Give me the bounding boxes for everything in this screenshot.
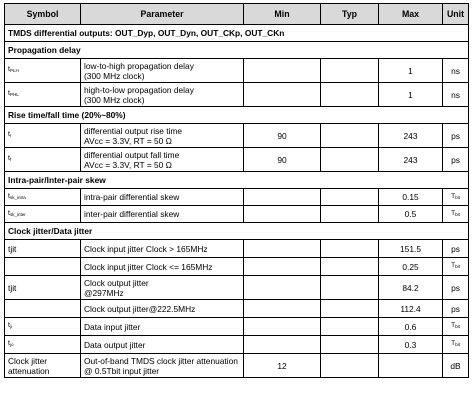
- table-row: [5, 83, 469, 107]
- symbol-subscript: PLH: [9, 68, 19, 73]
- min-cell: 12: [244, 354, 321, 378]
- parameter-cell: [81, 83, 244, 107]
- symbol-cell: [5, 336, 81, 354]
- max-cell: [379, 354, 443, 378]
- parameter-cell: Clock input jitter Clock <= 165MHz: [81, 258, 244, 276]
- unit-cell: [443, 189, 469, 206]
- typ-cell: [321, 83, 379, 107]
- header-max: Max: [379, 4, 443, 25]
- section-row: [5, 25, 469, 42]
- header-unit: Unit: [443, 4, 469, 25]
- section-row: [5, 42, 469, 59]
- parameter-cell: inter-pair differential skew: [81, 206, 244, 223]
- table-row: [5, 124, 469, 148]
- unit-cell: dB: [443, 354, 469, 378]
- parameter-line: Out-of-band TMDS clock jitter attenuation: [84, 355, 238, 366]
- typ-cell: [321, 276, 379, 300]
- table-row: [5, 240, 469, 258]
- max-cell: 0.15: [379, 189, 443, 206]
- symbol-cell: [5, 354, 81, 378]
- symbol-subscript: sk_inter: [9, 211, 26, 217]
- header-typ: Typ: [321, 4, 379, 25]
- table-row: [5, 258, 469, 276]
- unit-cell: [443, 206, 469, 223]
- symbol-main: t: [8, 90, 10, 97]
- typ-cell: [321, 300, 379, 318]
- unit-cell: ps: [443, 148, 469, 172]
- unit-main: T: [451, 340, 456, 347]
- section-row: [5, 107, 469, 124]
- unit-cell: ps: [443, 124, 469, 148]
- section-skew: Intra-pair/Inter-pair skew: [5, 172, 469, 189]
- table-row: [5, 59, 469, 83]
- parameter-line: @297MHz: [84, 287, 124, 298]
- typ-cell: [321, 318, 379, 336]
- max-cell: 0.5: [379, 206, 443, 223]
- parameter-line: AVcc = 3.3V, RT = 50 Ω: [84, 159, 172, 170]
- symbol-subscript: jo: [9, 342, 14, 347]
- typ-cell: [321, 240, 379, 258]
- symbol-subscript: f: [9, 157, 12, 162]
- tmds-spec-table: [4, 3, 469, 378]
- min-cell: [244, 276, 321, 300]
- min-cell: [244, 300, 321, 318]
- parameter-cell: intra-pair differential skew: [81, 189, 244, 206]
- min-cell: [244, 318, 321, 336]
- unit-cell: ps: [443, 276, 469, 300]
- symbol-main: t: [8, 322, 10, 329]
- parameter-line: differential output rise time: [84, 125, 183, 136]
- symbol-cell: tjit: [5, 276, 81, 300]
- parameter-cell: [81, 148, 244, 172]
- unit-cell: ns: [443, 59, 469, 83]
- symbol-subscript: ji: [9, 324, 12, 329]
- parameter-line: AVcc = 3.3V, RT = 50 Ω: [84, 135, 172, 146]
- typ-cell: [321, 354, 379, 378]
- min-cell: [244, 240, 321, 258]
- header-row: [5, 4, 469, 25]
- parameter-line: (300 MHz clock): [84, 70, 145, 81]
- symbol-subscript: r: [9, 133, 12, 138]
- typ-cell: [321, 59, 379, 83]
- symbol-cell: [5, 189, 81, 206]
- unit-subscript: bit: [455, 211, 460, 217]
- symbol-cell: [5, 83, 81, 107]
- parameter-line: high-to-low propagation delay: [84, 84, 194, 95]
- min-cell: [244, 336, 321, 354]
- parameter-cell: [81, 59, 244, 83]
- parameter-cell: [81, 354, 244, 378]
- table-row: [5, 276, 469, 300]
- symbol-main: t: [8, 66, 10, 73]
- unit-main: T: [451, 192, 456, 200]
- unit-subscript: bit: [455, 342, 460, 347]
- unit-cell: [443, 258, 469, 276]
- symbol-main: t: [8, 192, 10, 200]
- unit-subscript: bit: [455, 324, 460, 329]
- parameter-cell: Clock output jitter@222.5MHz: [81, 300, 244, 318]
- symbol-main: t: [8, 155, 10, 162]
- symbol-cell: [5, 300, 81, 318]
- min-cell: [244, 59, 321, 83]
- unit-cell: [443, 318, 469, 336]
- max-cell: 84.2: [379, 276, 443, 300]
- max-cell: 1: [379, 83, 443, 107]
- header-symbol: Symbol: [5, 4, 81, 25]
- section-propagation-delay: Propagation delay: [5, 42, 469, 59]
- table-row: [5, 354, 469, 378]
- unit-cell: ns: [443, 83, 469, 107]
- parameter-cell: Data input jitter: [81, 318, 244, 336]
- unit-cell: [443, 336, 469, 354]
- parameter-cell: Clock input jitter Clock > 165MHz: [81, 240, 244, 258]
- unit-cell: ps: [443, 240, 469, 258]
- min-cell: [244, 206, 321, 223]
- section-jitter: Clock jitter/Data jitter: [5, 223, 469, 240]
- min-cell: 90: [244, 148, 321, 172]
- parameter-line: @ 0.5Tbit input jitter: [84, 365, 160, 376]
- section-tmds: TMDS differential outputs: OUT_Dyp, OUT_Dyn, OUT_CKp, OUT_CKn: [5, 25, 469, 42]
- max-cell: 112.4: [379, 300, 443, 318]
- typ-cell: [321, 148, 379, 172]
- max-cell: 0.3: [379, 336, 443, 354]
- unit-main: T: [451, 262, 456, 269]
- header-parameter: Parameter: [81, 4, 244, 25]
- min-cell: 90: [244, 124, 321, 148]
- typ-cell: [321, 206, 379, 223]
- parameter-cell: [81, 276, 244, 300]
- unit-main: T: [451, 322, 456, 329]
- section-row: [5, 223, 469, 240]
- max-cell: 0.6: [379, 318, 443, 336]
- symbol-cell: [5, 148, 81, 172]
- max-cell: 151.5: [379, 240, 443, 258]
- typ-cell: [321, 124, 379, 148]
- symbol-subscript: sk_intra: [9, 194, 26, 200]
- section-row: [5, 172, 469, 189]
- table-row: [5, 206, 469, 223]
- symbol-cell: [5, 318, 81, 336]
- symbol-line: attenuation: [8, 365, 50, 376]
- typ-cell: [321, 258, 379, 276]
- parameter-cell: [81, 124, 244, 148]
- table-row: [5, 336, 469, 354]
- table-row: [5, 318, 469, 336]
- table-row: [5, 148, 469, 172]
- symbol-main: t: [8, 131, 10, 138]
- symbol-cell: tjit: [5, 240, 81, 258]
- section-rise-fall: Rise time/fall time (20%~80%): [5, 107, 469, 124]
- typ-cell: [321, 189, 379, 206]
- typ-cell: [321, 336, 379, 354]
- min-cell: [244, 258, 321, 276]
- unit-main: T: [451, 209, 456, 217]
- unit-cell: ps: [443, 300, 469, 318]
- table-row: [5, 189, 469, 206]
- parameter-line: Clock output jitter: [84, 277, 149, 288]
- min-cell: [244, 189, 321, 206]
- table-row: [5, 300, 469, 318]
- symbol-subscript: PHL: [9, 92, 19, 97]
- unit-subscript: bit: [455, 264, 460, 269]
- parameter-line: differential output fall time: [84, 149, 180, 160]
- header-min: Min: [244, 4, 321, 25]
- symbol-cell: [5, 59, 81, 83]
- symbol-main: t: [8, 209, 10, 217]
- max-cell: 0.25: [379, 258, 443, 276]
- unit-subscript: bit: [455, 194, 460, 200]
- max-cell: 243: [379, 148, 443, 172]
- parameter-line: low-to-high propagation delay: [84, 60, 194, 71]
- symbol-cell: [5, 258, 81, 276]
- min-cell: [244, 83, 321, 107]
- symbol-cell: [5, 206, 81, 223]
- parameter-cell: Data output jitter: [81, 336, 244, 354]
- max-cell: 243: [379, 124, 443, 148]
- max-cell: 1: [379, 59, 443, 83]
- symbol-cell: [5, 124, 81, 148]
- symbol-line: Clock jitter: [8, 355, 48, 366]
- symbol-main: t: [8, 340, 10, 347]
- parameter-line: (300 MHz clock): [84, 94, 145, 105]
